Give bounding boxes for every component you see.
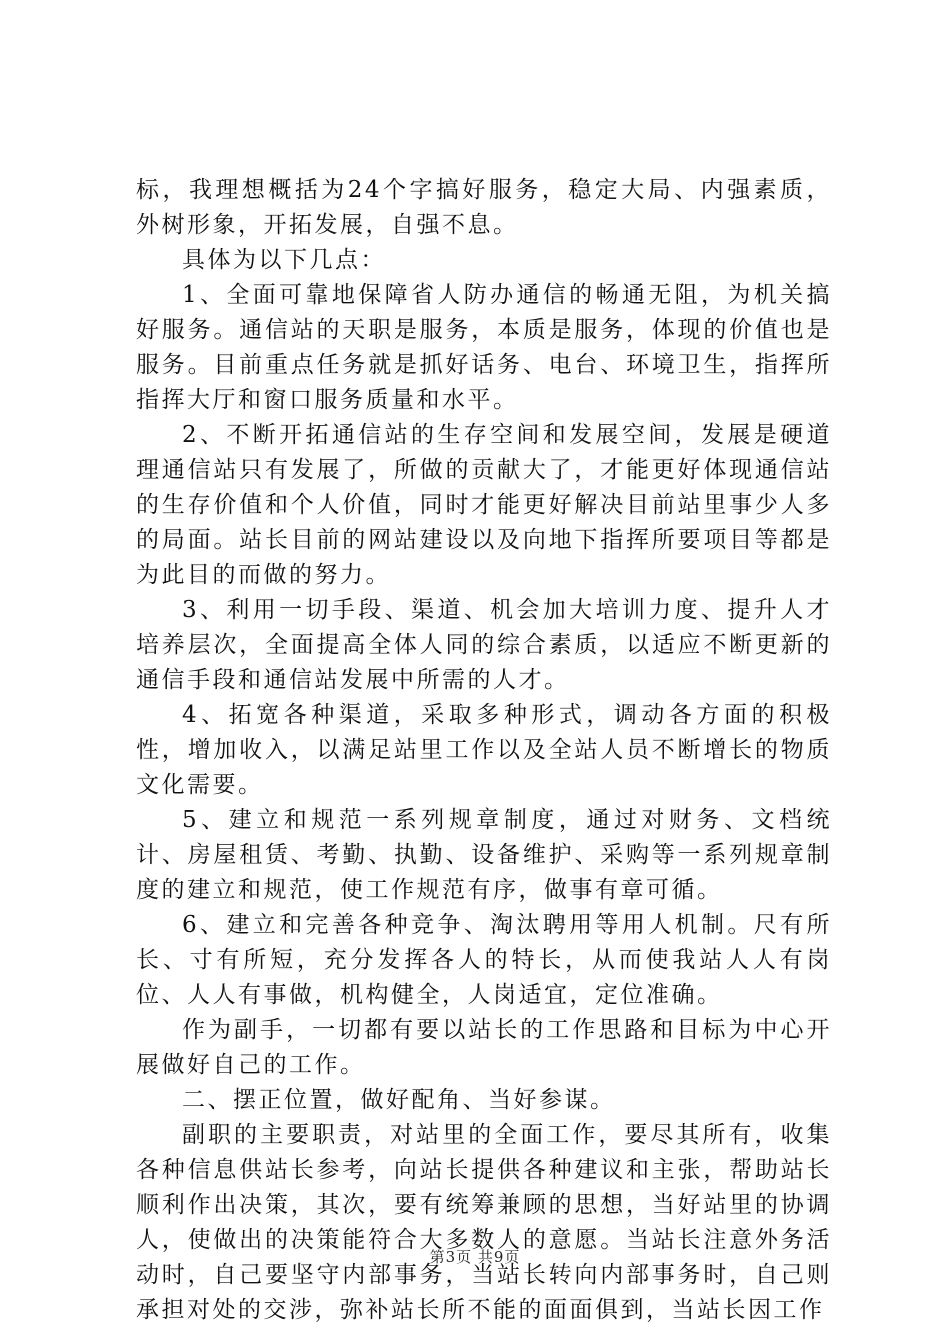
paragraph-point-3: 3、利用一切手段、渠道、机会加大培训力度、提升人才培养层次，全面提高全体人同的综合素质，以适应不断更新的通信手段和通信站发展中所需的人才。 bbox=[136, 597, 832, 693]
paragraph-point-5: 5、建立和规范一系列规章制度，通过对财务、文档统计、房屋租赁、考勤、执勤、设备维护、采购等一系列规章制度的建立和规范，使工作规范有序，做事有章可循。 bbox=[136, 807, 832, 903]
paragraph-point-4: 4、拓宽各种渠道，采取多种形式，调动各方面的积极性，增加收入，以满足站里工作以及全站人员不断增长的物质文化需要。 bbox=[136, 702, 832, 798]
paragraph-point-2: 2、不断开拓通信站的生存空间和发展空间，发展是硬道理通信站只有发展了，所做的贡献大了，才能更好体现通信站的生存价值和个人价值，同时才能更好解决目前站里事少人多的局面。站长目前的网站建设以及向地下指挥所要项目等都是为此目的而做的努力。 bbox=[136, 422, 832, 588]
paragraph-deputy-role: 作为副手，一切都有要以站长的工作思路和目标为中心开展做好自己的工作。 bbox=[136, 1017, 832, 1078]
paragraph-intro-points: 具体为以下几点： bbox=[182, 247, 386, 273]
paragraph-point-6: 6、建立和完善各种竞争、淘汰聘用等用人机制。尺有所长、寸有所短，充分发挥各人的特长，从而使我站人人有岗位、人人有事做，机构健全，人岗适宜，定位准确。 bbox=[136, 912, 832, 1008]
document-body bbox=[136, 173, 832, 1328]
paragraph-deputy-duties: 副职的主要职责，对站里的全面工作，要尽其所有，收集各种信息供站长参考，向站长提供各种建议和主张，帮助站长顺利作出决策，其次，要有统筹兼顾的思想，当好站里的协调人，使做出的决策能符合大多数人的意愿。当站长注意外务活动时，自己要坚守内部事务，当站长转向内部事务时，自己则承担对处的交涉，弥补站长所不能的面面俱到，当站长因工作 bbox=[136, 1122, 832, 1323]
paragraph-point-1: 1、全面可靠地保障省人防办通信的畅通无阻，为机关搞好服务。通信站的天职是服务，本质是服务，体现的价值也是服务。目前重点任务就是抓好话务、电台、环境卫生，指挥所指挥大厅和窗口服务质量和水平。 bbox=[136, 282, 832, 413]
paragraph-continuation: 标，我理想概括为24个字搞好服务，稳定大局、内强素质，外树形象，开拓发展，自强不息。 bbox=[136, 177, 832, 238]
page-number-footer: 第3页 共9页 bbox=[429, 1248, 521, 1266]
section-heading-2: 二、摆正位置，做好配角、当好参谋。 bbox=[182, 1087, 616, 1113]
